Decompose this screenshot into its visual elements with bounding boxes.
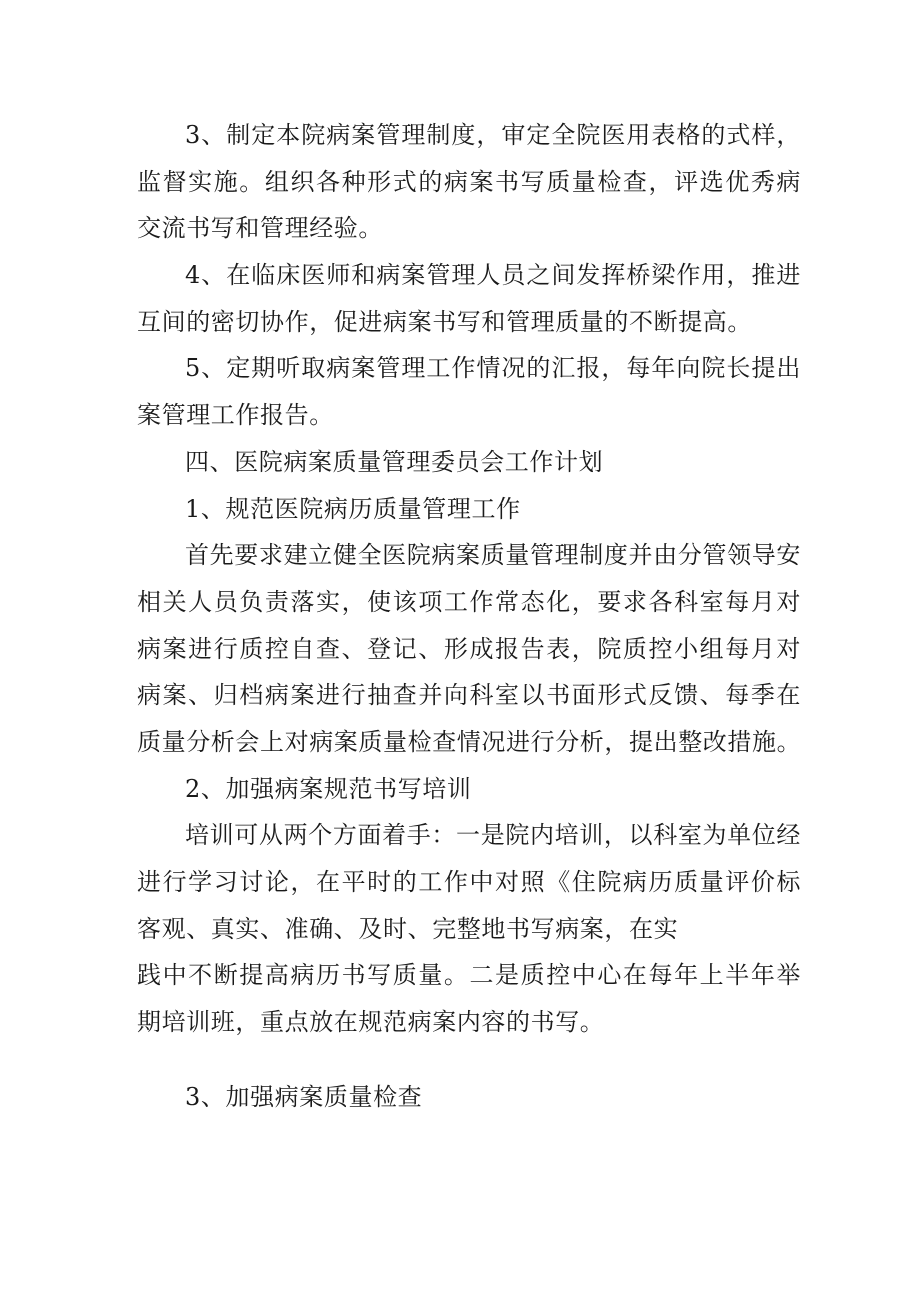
paragraph-line: 监督实施。组织各种形式的病案书写质量检查，评选优秀病 xyxy=(137,167,801,196)
subsection-heading: 2、加强病案规范书写培训 xyxy=(185,774,472,803)
paragraph-line: 首先要求建立健全医院病案质量管理制度并由分管领导安 xyxy=(185,541,801,570)
subsection-heading: 1、规范医院病历质量管理工作 xyxy=(185,494,521,523)
paragraph-line: 期培训班，重点放在规范病案内容的书写。 xyxy=(137,1008,605,1037)
paragraph-line: 案管理工作报告。 xyxy=(137,401,334,430)
paragraph-line: 相关人员负责落实，使该项工作常态化，要求各科室每月对 xyxy=(137,587,801,616)
paragraph-line: 进行学习讨论，在平时的工作中对照《住院病历质量评价标 xyxy=(137,868,801,896)
paragraph-line: 病案、归档病案进行抽查并向科室以书面形式反馈、每季在 xyxy=(137,681,801,710)
paragraph-gap xyxy=(137,1046,801,1074)
section-heading: 四、医院病案质量管理委员会工作计划 xyxy=(185,447,604,476)
paragraph-line: 3、制定本院病案管理制度，审定全院医用表格的式样， xyxy=(185,121,801,149)
paragraph-line: 病案进行质控自查、登记、形成报告表，院质控小组每月对 xyxy=(137,634,801,663)
paragraph-line: 5、定期听取病案管理工作情况的汇报，每年向院长提出 xyxy=(185,354,801,383)
paragraph-line: 质量分析会上对病案质量检查情况进行分析，提出整改措施。 xyxy=(137,727,802,756)
document-body xyxy=(137,112,801,1120)
paragraph-line: 互间的密切协作，促进病案书写和管理质量的不断提高。 xyxy=(137,307,752,336)
paragraph-line: 培训可从两个方面着手：一是院内培训，以科室为单位经 xyxy=(185,821,801,850)
subsection-heading: 3、加强病案质量检查 xyxy=(185,1082,423,1111)
paragraph-line: 交流书写和管理经验。 xyxy=(137,214,383,243)
paragraph-line: 践中不断提高病历书写质量。二是质控中心在每年上半年举 xyxy=(137,961,801,990)
paragraph-line: 客观、真实、准确、及时、完整地书写病案，在实 xyxy=(137,914,679,943)
paragraph-line: 4、在临床医师和病案管理人员之间发挥桥梁作用，推进 xyxy=(185,261,801,290)
